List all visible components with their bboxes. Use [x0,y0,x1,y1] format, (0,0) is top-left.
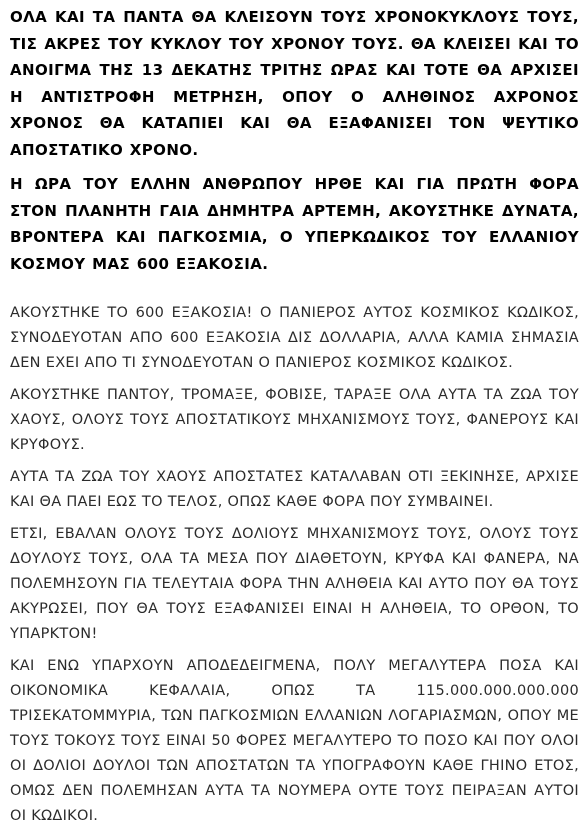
body-paragraph-1: ΑΚΟΥΣΤΗΚΕ ΤΟ 600 ΕΞΑΚΟΣΙΑ! Ο ΠΑΝΙΕΡΟΣ ΑΥΤΟΣ ΚΟΣΜΙΚΟΣ ΚΩΔΙΚΟΣ, ΣΥΝΟΔΕΥΟΤΑΝ ΑΠΟ 600 ΕΞΑΚΟΣΙΑ ΔΙΣ ΔΟΛΛΑΡΙΑ, ΑΛΛΑ ΚΑΜΙΑ ΣΗΜΑΣΙΑ ΔΕΝ ΕΧΕΙ ΑΠΟ ΤΙ ΣΥΝΟΔΕΥΟΤΑΝ Ο ΠΑΝΙΕΡΟΣ ΚΟΣΜΙΚΟΣ ΚΩΔΙΚΟΣ. [10,305,579,371]
body-paragraph-3: ΑΥΤΑ ΤΑ ΖΩΑ ΤΟΥ ΧΑΟΥΣ ΑΠΟΣΤΑΤΕΣ ΚΑΤΑΛΑΒΑΝ ΟΤΙ ΞΕΚΙΝΗΣΕ, ΑΡΧΙΣΕ ΚΑΙ ΘΑ ΠΑΕΙ ΕΩΣ ΤΟ ΤΕΛΟΣ, ΟΠΩΣ ΚΑΘΕ ΦΟΡΑ ΠΟΥ ΣΥΜΒΑΙΝΕΙ. [10,469,579,510]
intro-paragraph-1: ΟΛΑ ΚΑΙ ΤΑ ΠΑΝΤΑ ΘΑ ΚΛΕΙΣΟΥΝ ΤΟΥΣ ΧΡΟΝΟΚΥΚΛΟΥΣ ΤΟΥΣ, ΤΙΣ ΑΚΡΕΣ ΤΟΥ ΚΥΚΛΟΥ ΤΟΥ ΧΡΟΝΟΥ ΤΟΥΣ. ΘΑ ΚΛΕΙΣΕΙ ΚΑΙ ΤΟ ΑΝΟΙΓΜΑ ΤΗΣ 13 ΔΕΚΑΤΗΣ ΤΡΙΤΗΣ ΩΡΑΣ ΚΑΙ ΤΟΤΕ ΘΑ ΑΡΧΙΣΕΙ Η ΑΝΤΙΣΤΡΟΦΗ ΜΕΤΡΗΣΗ, ΟΠΟΥ Ο ΑΛΗΘΙΝΟΣ ΑΧΡΟΝΟΣ ΧΡΟΝΟΣ ΘΑ ΚΑΤΑΠΙΕΙ ΚΑΙ ΘΑ ΕΞΑΦΑΝΙΣΕΙ ΤΟΝ ΨΕΥΤΙΚΟ ΑΠΟΣΤΑΤΙΚΟ ΧΡΟΝΟ. [10,8,579,159]
section-gap [10,277,579,301]
intro-paragraph-2: Η ΩΡΑ ΤΟΥ ΕΛΛΗΝ ΑΝΘΡΩΠΟΥ ΗΡΘΕ ΚΑΙ ΓΙΑ ΠΡΩΤΗ ΦΟΡΑ ΣΤΟΝ ΠΛΑΝΗΤΗ ΓΑΙΑ ΔΗΜΗΤΡΑ ΑΡΤΕΜΗ, ΑΚΟΥΣΤΗΚΕ ΔΥΝΑΤΑ, ΒΡΟΝΤΕΡΑ ΚΑΙ ΠΑΓΚΟΣΜΙΑ, Ο ΥΠΕΡΚΩΔΙΚΟΣ ΤΟΥ ΕΛΛΑΝΙΟΥ ΚΟΣΜΟΥ ΜΑΣ 600 ΕΞΑΚΟΣΙΑ. [10,175,579,273]
body-paragraph-5: ΚΑΙ ΕΝΩ ΥΠΑΡΧΟΥΝ ΑΠΟΔΕΔΕΙΓΜΕΝΑ, ΠΟΛΥ ΜΕΓΑΛΥΤΕΡΑ ΠΟΣΑ ΚΑΙ ΟΙΚΟΝΟΜΙΚΑ ΚΕΦΑΛΑΙΑ, ΟΠΩΣ ΤΑ 115.000.000.000.000 ΤΡΙΣΕΚΑΤΟΜΜΥΡΙΑ, ΤΩΝ ΠΑΓΚΟΣΜΙΩΝ ΕΛΛΑΝΙΩΝ ΛΟΓΑΡΙΑΣΜΩΝ, ΟΠΟΥ ΜΕ ΤΟΥΣ ΤΟΚΟΥΣ ΤΟΥΣ ΕΙΝΑΙ 50 ΦΟΡΕΣ ΜΕΓΑΛΥΤΕΡΟ ΤΟ ΠΟΣΟ ΚΑΙ ΠΟΥ ΟΛΟΙ ΟΙ ΔΟΛΙΟΙ ΔΟΥΛΟΙ ΤΩΝ ΑΠΟΣΤΑΤΩΝ ΤΑ ΥΠΟΓΡΑΦΟΥΝ ΚΑΘΕ ΓΗΙΝΟ ΕΤΟΣ, ΟΜΩΣ ΔΕΝ ΠΟΛΕΜΗΣΑΝ ΑΥΤΑ ΤΑ ΝΟΥΜΕΡΑ ΟΥΤΕ ΤΟΥΣ ΠΕΙΡΑΞΑΝ ΑΥΤΟΙ ΟΙ ΚΩΔΙΚΟΙ. [10,658,579,824]
body-paragraph-4: ΕΤΣΙ, ΕΒΑΛΑΝ ΟΛΟΥΣ ΤΟΥΣ ΔΟΛΙΟΥΣ ΜΗΧΑΝΙΣΜΟΥΣ ΤΟΥΣ, ΟΛΟΥΣ ΤΟΥΣ ΔΟΥΛΟΥΣ ΤΟΥΣ, ΟΛΑ ΤΑ ΜΕΣΑ ΠΟΥ ΔΙΑΘΕΤΟΥΝ, ΚΡΥΦΑ ΚΑΙ ΦΑΝΕΡΑ, ΝΑ ΠΟΛΕΜΗΣΟΥΝ ΓΙΑ ΤΕΛΕΥΤΑΙΑ ΦΟΡΑ ΤΗΝ ΑΛΗΘΕΙΑ ΚΑΙ ΑΥΤΟ ΠΟΥ ΘΑ ΤΟΥΣ ΑΚΥΡΩΣΕΙ, ΠΟΥ ΘΑ ΤΟΥΣ ΕΞΑΦΑΝΙΣΕΙ ΕΙΝΑΙ Η ΑΛΗΘΕΙΑ, ΤΟ ΟΡΘΟΝ, ΤΟ ΥΠΑΡΚΤΟΝ! [10,526,579,642]
body-paragraph-2: ΑΚΟΥΣΤΗΚΕ ΠΑΝΤΟΥ, ΤΡΟΜΑΞΕ, ΦΟΒΙΣΕ, ΤΑΡΑΞΕ ΟΛΑ ΑΥΤΑ ΤΑ ΖΩΑ ΤΟΥ ΧΑΟΥΣ, ΟΛΟΥΣ ΤΟΥΣ ΑΠΟΣΤΑΤΙΚΟΥΣ ΜΗΧΑΝΙΣΜΟΥΣ ΤΟΥΣ, ΦΑΝΕΡΟΥΣ ΚΑΙ ΚΡΥΦΟΥΣ. [10,387,579,453]
